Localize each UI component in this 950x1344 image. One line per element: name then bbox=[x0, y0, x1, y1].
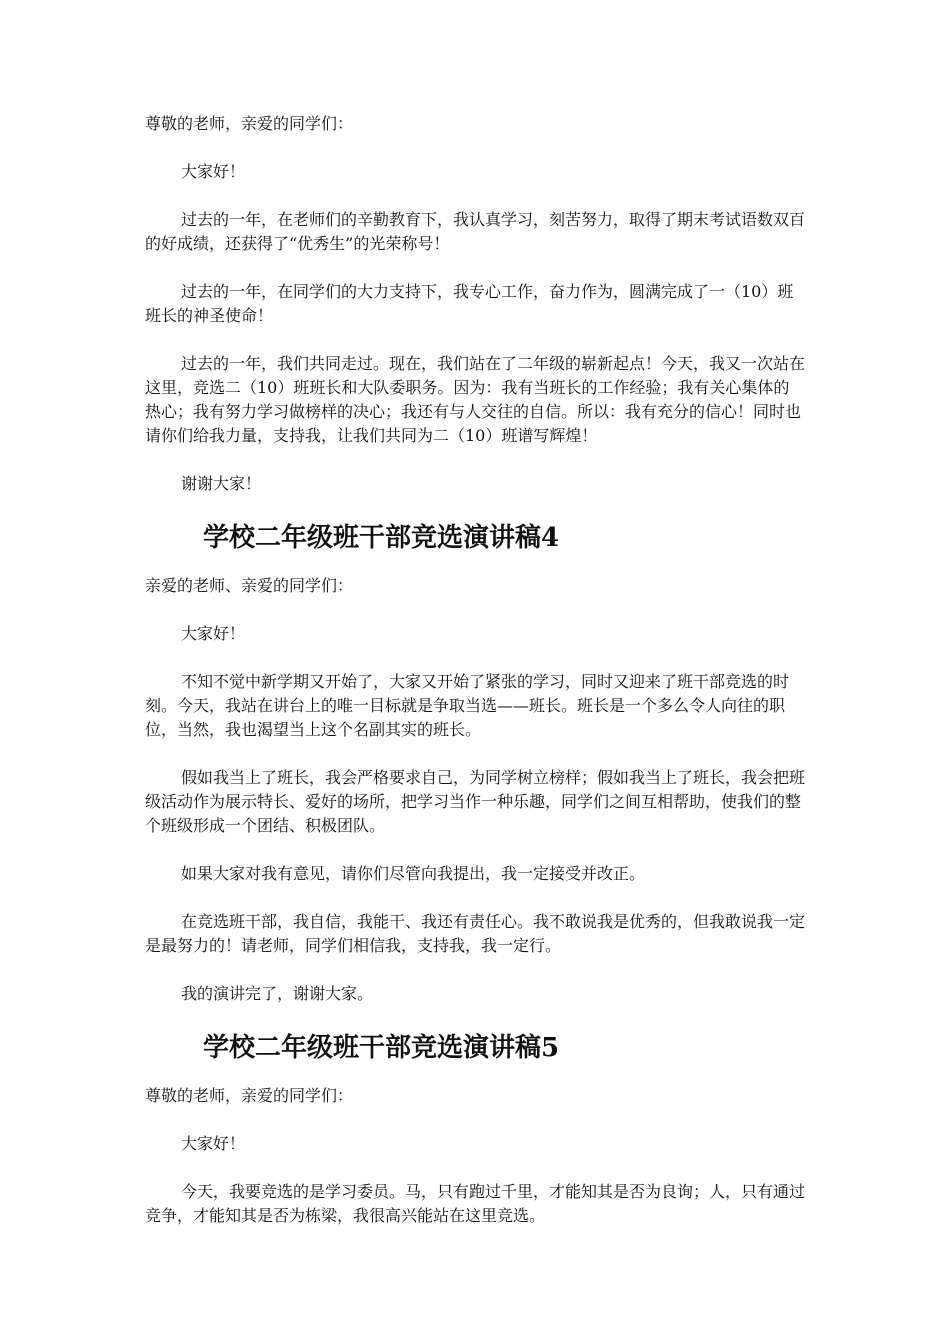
document-body bbox=[145, 112, 805, 1252]
greeting: 大家好！ bbox=[181, 1134, 246, 1153]
closing: 谢谢大家！ bbox=[181, 474, 262, 493]
salutation: 亲爱的老师、亲爱的同学们： bbox=[145, 576, 354, 595]
body-paragraph: 过去的一年，在老师们的辛勤教育下，我认真学习，刻苦努力，取得了期末考试语数双百的好成绩，还获得了“优秀生”的光荣称号！ bbox=[145, 210, 806, 253]
closing: 我的演讲完了，谢谢大家。 bbox=[181, 984, 374, 1003]
salutation: 尊敬的老师，亲爱的同学们： bbox=[145, 114, 354, 133]
body-paragraph: 过去的一年，在同学们的大力支持下，我专心工作，奋力作为，圆满完成了一（10）班班长的神圣使命！ bbox=[145, 282, 794, 325]
section-heading: 学校二年级班干部竞选演讲稿4 bbox=[203, 523, 560, 553]
body-paragraph: 如果大家对我有意见，请你们尽管向我提出，我一定接受并改正。 bbox=[181, 864, 646, 883]
body-paragraph: 过去的一年，我们共同走过。现在，我们站在了二年级的崭新起点！今天，我又一次站在这里，竞选二（10）班班长和大队委职务。因为：我有当班长的工作经验；我有关心集体的热心；我有努力学习做榜样的决心；我还有与人交往的自信。所以：我有充分的信心！同时也请你们给我力量，支持我，让我们共同为二（10）班谱写辉煌！ bbox=[145, 354, 806, 445]
greeting: 大家好！ bbox=[181, 162, 246, 181]
body-paragraph: 不知不觉中新学期又开始了，大家又开始了紧张的学习，同时又迎来了班干部竞选的时刻。今天，我站在讲台上的唯一目标就是争取当选——班长。班长是一个多么令人向往的职位，当然，我也渴望当上这个名副其实的班长。 bbox=[145, 672, 790, 739]
body-paragraph: 在竞选班干部，我自信，我能干、我还有责任心。我不敢说我是优秀的，但我敢说我一定是最努力的！请老师，同学们相信我，支持我，我一定行。 bbox=[145, 912, 806, 955]
greeting: 大家好！ bbox=[181, 624, 246, 643]
body-paragraph: 今天，我要竞选的是学习委员。马，只有跑过千里，才能知其是否为良询；人，只有通过竞争，才能知其是否为栋梁，我很高兴能站在这里竞选。 bbox=[145, 1182, 806, 1225]
section-heading: 学校二年级班干部竞选演讲稿5 bbox=[203, 1033, 560, 1063]
salutation: 尊敬的老师，亲爱的同学们： bbox=[145, 1086, 354, 1105]
body-paragraph: 假如我当上了班长，我会严格要求自己，为同学树立榜样；假如我当上了班长，我会把班级活动作为展示特长、爱好的场所，把学习当作一种乐趣，同学们之间互相帮助，使我们的整个班级形成一个团结、积极团队。 bbox=[145, 768, 806, 835]
